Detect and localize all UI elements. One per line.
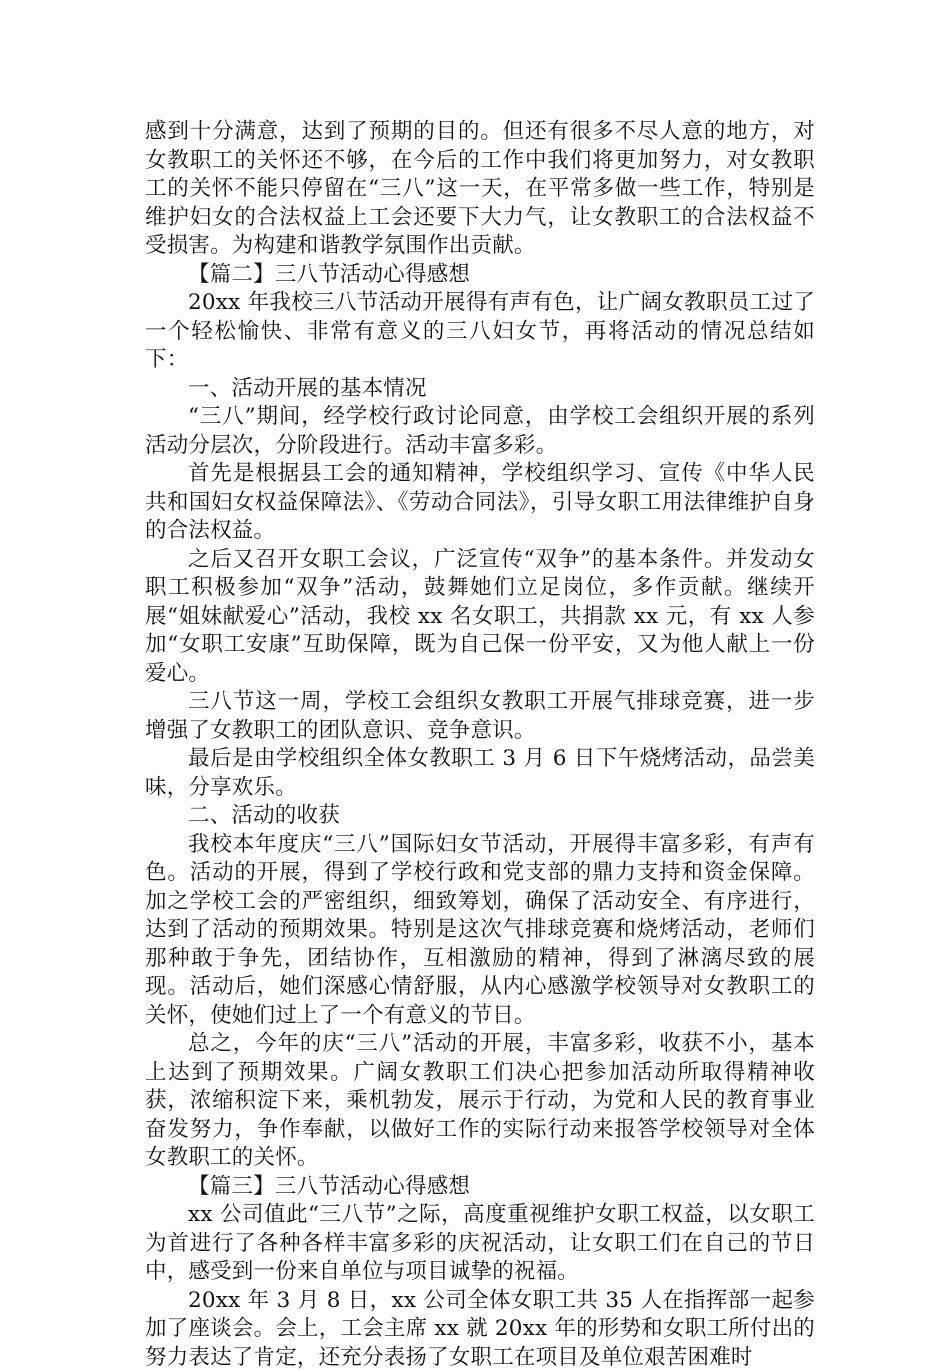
paragraph-part2-intro: 20xx 年我校三八节活动开展得有声有色，让广阔女教职员工过了一个轻松愉快、非常有意义的三八妇女节，再将活动的情况总结如下：	[145, 289, 815, 375]
paragraph-meeting-donation: 之后又召开女职工会议，广泛宣传“双争”的基本条件。并发动女职工积极参加“双争”活动，鼓舞她们立足岗位，多作贡献。继续开展“姐妹献爱心”活动，我校 xx 名女职工，共捐款 xx 元，有 xx 人参加“女职工安康”互助保障，既为自己保一份平安，又为他人献上一份爱心。	[145, 546, 815, 689]
paragraph-harvest-detail: 我校本年度庆“三八”国际妇女节活动，开展得丰富多彩，有声有色。活动的开展，得到了学校行政和党支部的鼎力支持和资金保障。加之学校工会的严密组织，细致筹划，确保了活动安全、有序进行，达到了活动的预期效果。特别是这次气排球竞赛和烧烤活动，老师们那种敢于争先，团结协作，互相激励的精神，得到了淋漓尽致的展现。活动后，她们深感心情舒服，从内心感激学校领导对女教职工的关怀，使她们过上了一个有意义的节日。	[145, 831, 815, 1031]
paragraph-volleyball: 三八节这一周，学校工会组织女教职工开展气排球竞赛，进一步增强了女教职工的团队意识、竞争意识。	[145, 688, 815, 745]
document-body	[145, 118, 815, 1372]
subheading-basic-situation: 一、活动开展的基本情况	[145, 375, 815, 404]
section-heading-part2: 【篇二】三八节活动心得感想	[145, 261, 815, 290]
paragraph-law-study: 首先是根据县工会的通知精神，学校组织学习、宣传《中华人民共和国妇女权益保障法》、《劳动合同法》，引导女职工用法律维护自身的合法权益。	[145, 460, 815, 546]
paragraph-symposium: 20xx 年 3 月 8 日，xx 公司全体女职工共 35 人在指挥部一起参加了座谈会。会上，工会主席 xx 就 20xx 年的形势和女职工所付出的努力表达了肯定，还充分表扬了女职工在项目及单位艰苦困难时	[145, 1287, 815, 1372]
paragraph-intro: 感到十分满意，达到了预期的目的。但还有很多不尽人意的地方，对女教职工的关怀还不够，在今后的工作中我们将更加努力，对女教职工的关怀不能只停留在“三八”这一天，在平常多做一些工作，特别是维护妇女的合法权益上工会还要下大力气，让女教职工的合法权益不受损害。为构建和谐教学氛围作出贡献。	[145, 118, 815, 261]
paragraph-activity-overview: “三八”期间，经学校行政讨论同意，由学校工会组织开展的系列活动分层次，分阶段进行。活动丰富多彩。	[145, 403, 815, 460]
paragraph-summary: 总之，今年的庆“三八”活动的开展，丰富多彩，收获不小，基本上达到了预期效果。广阔女教职工们决心把参加活动所取得精神收获，浓缩积淀下来，乘机勃发，展示于行动，为党和人民的教育事业奋发努力，争作奉献，以做好工作的实际行动来报答学校领导对全体女教职工的关怀。	[145, 1030, 815, 1173]
section-heading-part3: 【篇三】三八节活动心得感想	[145, 1173, 815, 1202]
subheading-harvest: 二、活动的收获	[145, 802, 815, 831]
paragraph-company-celebration: xx 公司值此“三八节”之际，高度重视维护女职工权益，以女职工为首进行了各种各样丰富多彩的庆祝活动，让女职工们在自己的节日中，感受到一份来自单位与项目诚挚的祝福。	[145, 1201, 815, 1287]
paragraph-barbecue: 最后是由学校组织全体女教职工 3 月 6 日下午烧烤活动，品尝美味，分享欢乐。	[145, 745, 815, 802]
